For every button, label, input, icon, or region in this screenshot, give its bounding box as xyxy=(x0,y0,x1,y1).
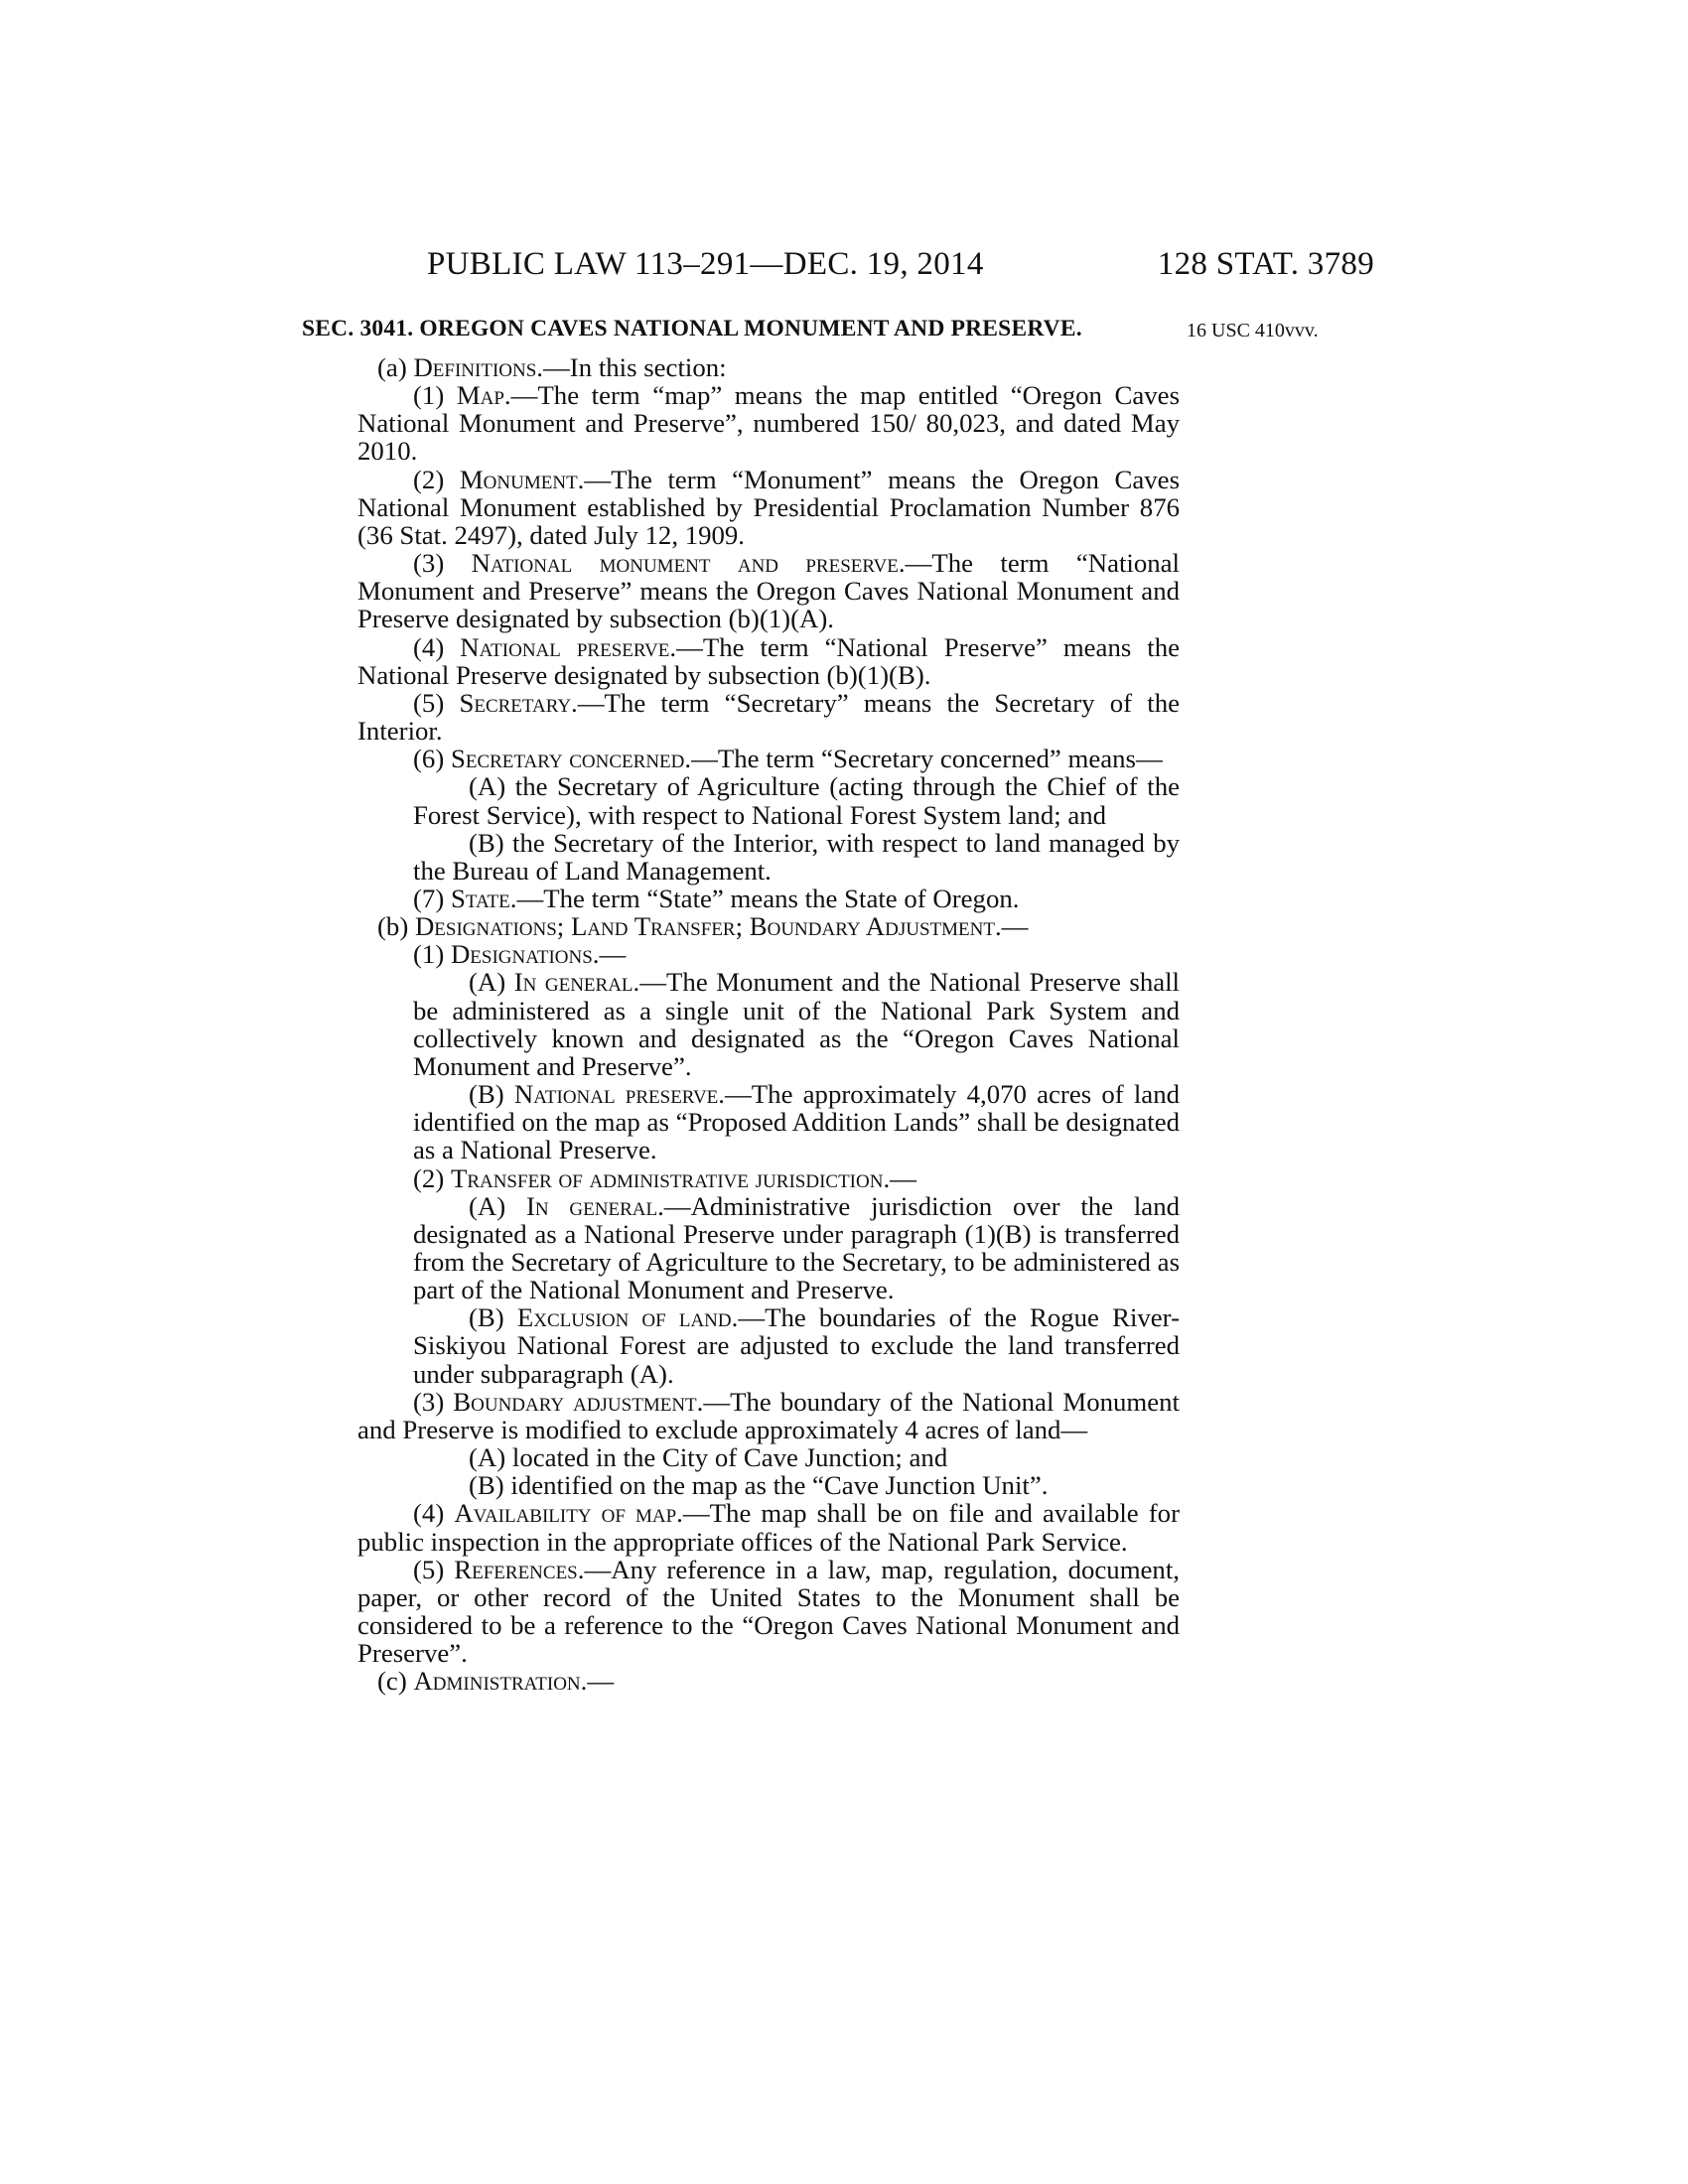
para-text: —Administrative jurisdiction over the land designated as a National Preserve under paragraph (1)(B) is transferred from the Secretary of Agriculture to the Secretary, to be administered as part of the National Monument and Preserve. xyxy=(413,1190,1180,1305)
para-text: — xyxy=(599,939,627,970)
para-label: (1) xyxy=(413,939,451,970)
para-label: (3) xyxy=(413,1386,454,1417)
para-label: (A) xyxy=(469,1190,526,1221)
para-label: (A) xyxy=(469,771,515,802)
subparagraph-b3B xyxy=(357,1471,1180,1499)
para-label: (A) xyxy=(469,1442,512,1473)
para-label: (1) xyxy=(413,380,457,411)
para-text: — xyxy=(890,1162,916,1193)
paragraph-a7 xyxy=(357,885,1180,912)
para-label: (5) xyxy=(413,687,460,718)
subsection-c xyxy=(357,1667,1180,1695)
para-heading: In general. xyxy=(513,967,640,998)
paragraph-b1 xyxy=(357,940,1180,968)
paragraph-a2 xyxy=(357,466,1180,549)
para-heading: Secretary. xyxy=(459,687,578,718)
para-text: —The term “State” means the State of Oregon. xyxy=(516,883,1020,913)
para-heading: Administration. xyxy=(413,1666,588,1697)
para-heading: Designations; Land Transfer; Boundary Adjustment. xyxy=(414,911,1002,942)
para-text: —The term “National Monument and Preserve” means the Oregon Caves National Monument and Preserve designated by subsection (b)(1)(A). xyxy=(357,548,1180,634)
para-label: (4) xyxy=(413,1498,455,1529)
paragraph-a6 xyxy=(357,745,1180,772)
paragraph-b5 xyxy=(357,1556,1180,1668)
para-text: —The boundary of the National Monument and Preserve is modified to exclude approximately 4 acres of land— xyxy=(357,1386,1180,1444)
subparagraph-b1A xyxy=(357,968,1180,1080)
para-label: (2) xyxy=(413,1162,451,1193)
para-label: (3) xyxy=(413,548,472,579)
para-text: —The term “Monument” means the Oregon Caves National Monument established by Presidential Proclamation Number 876 (36 Stat. 2497), dated July 12, 1909. xyxy=(357,464,1180,550)
public-law-citation: PUBLIC LAW 113–291—DEC. 19, 2014 xyxy=(427,246,984,282)
para-heading: State. xyxy=(450,883,517,913)
para-heading: In general. xyxy=(525,1190,664,1221)
subparagraph-a6B xyxy=(357,829,1180,885)
para-text: —The term “Secretary concerned” means— xyxy=(691,744,1163,774)
paragraph-b3 xyxy=(357,1388,1180,1443)
para-label: (B) xyxy=(469,827,513,858)
para-text: identified on the map as the “Cave Junction Unit”. xyxy=(510,1470,1049,1501)
para-text: —The term “National Preserve” means the National Preserve designated by subsection (b)(1)(B). xyxy=(357,631,1180,690)
para-heading: Boundary adjustment. xyxy=(453,1386,704,1417)
para-heading: Exclusion of land. xyxy=(516,1302,739,1333)
para-text: — xyxy=(587,1666,615,1697)
para-label: (b) xyxy=(377,911,415,942)
para-heading: National monument and preserve. xyxy=(471,548,906,579)
para-label: (c) xyxy=(377,1666,414,1697)
section-heading: SEC. 3041. OREGON CAVES NATIONAL MONUMENT AND PRESERVE. xyxy=(302,316,1082,341)
para-label: (5) xyxy=(413,1554,455,1584)
paragraph-a5 xyxy=(357,689,1180,745)
para-text: the Secretary of the Interior, with respect to land managed by the Bureau of Land Management. xyxy=(413,827,1181,886)
para-label: (B) xyxy=(469,1079,514,1110)
para-text: —The term “Secretary” means the Secretary of the Interior. xyxy=(357,687,1180,747)
paragraph-a4 xyxy=(357,633,1180,689)
subsection-a xyxy=(357,353,1180,381)
subparagraph-b2A xyxy=(357,1192,1180,1304)
para-heading: Definitions. xyxy=(413,352,543,382)
para-label: (7) xyxy=(413,883,451,913)
paragraph-a3 xyxy=(357,549,1180,632)
subparagraph-a6A xyxy=(357,772,1180,828)
para-label: (4) xyxy=(413,631,461,662)
para-label: (B) xyxy=(469,1470,511,1501)
para-heading: National preserve. xyxy=(513,1079,725,1110)
para-label: (2) xyxy=(413,464,460,494)
para-label: (a) xyxy=(377,352,414,382)
para-label: (A) xyxy=(469,967,514,998)
para-heading: References. xyxy=(454,1554,585,1584)
section-body xyxy=(357,353,1180,1696)
para-text: — xyxy=(1001,911,1029,942)
para-text: —In this section: xyxy=(543,352,727,382)
subparagraph-b1B xyxy=(357,1080,1180,1163)
para-heading: Monument. xyxy=(459,464,585,494)
para-heading: Designations. xyxy=(450,939,600,970)
para-heading: Map. xyxy=(456,380,511,411)
para-heading: Transfer of administrative jurisdiction. xyxy=(450,1162,891,1193)
para-text: the Secretary of Agriculture (acting through the Chief of the Forest Service), with respect to National Forest System land; and xyxy=(413,771,1180,830)
running-header xyxy=(427,246,1374,286)
para-text: —The map shall be on file and available for public inspection in the appropriate offices of the National Park Service. xyxy=(357,1498,1180,1557)
para-label: (B) xyxy=(469,1302,517,1333)
statute-page-number: 128 STAT. 3789 xyxy=(1157,246,1374,282)
usc-marginal-note: 16 USC 410vvv. xyxy=(1187,320,1319,341)
para-heading: National preserve. xyxy=(460,631,677,662)
para-text: —The boundaries of the Rogue River-Siskiyou National Forest are adjusted to exclude the land transferred under subparagraph (A). xyxy=(413,1302,1180,1389)
subsection-b xyxy=(357,912,1180,940)
paragraph-b4 xyxy=(357,1499,1180,1555)
para-text: —Any reference in a law, map, regulation, document, paper, or other record of the United States to the Monument shall be considered to be a reference to the “Oregon Caves National Monument and Preserve”. xyxy=(357,1554,1180,1669)
para-heading: Secretary concerned. xyxy=(450,744,692,774)
para-heading: Availability of map. xyxy=(454,1498,683,1529)
para-label: (6) xyxy=(413,744,451,774)
para-text: —The Monument and the National Preserve shall be administered as a single unit of the National Park System and collectively known and designated as the “Oregon Caves National Monument and Preserve”. xyxy=(413,967,1180,1081)
para-text: —The term “map” means the map entitled “Oregon Caves National Monument and Preserve”, numbered 150/ 80,023, and dated May 2010. xyxy=(357,380,1180,467)
para-text: —The approximately 4,070 acres of land identified on the map as “Proposed Addition Lands” shall be designated as a National Preserve. xyxy=(413,1079,1181,1165)
subparagraph-b2B xyxy=(357,1303,1180,1387)
para-text: located in the City of Cave Junction; and xyxy=(511,1442,948,1473)
paragraph-a1 xyxy=(357,381,1180,465)
subparagraph-b3A xyxy=(357,1443,1180,1471)
paragraph-b2 xyxy=(357,1164,1180,1192)
